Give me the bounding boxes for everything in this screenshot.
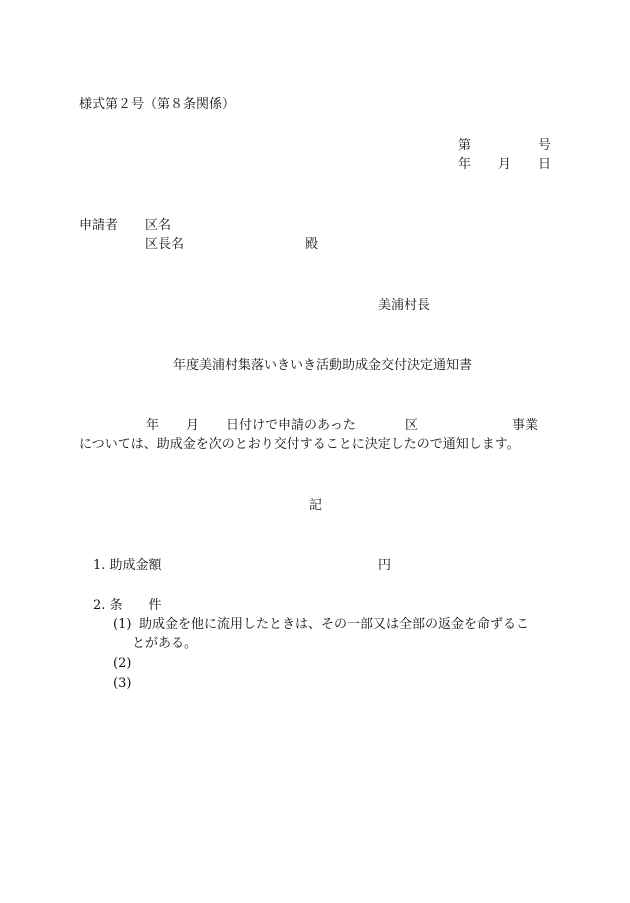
document-title: 年度美浦村集落いきいき活動助成金交付決定通知書 bbox=[173, 358, 473, 373]
sender-title: 美浦村長 bbox=[378, 298, 431, 313]
body-project-label: 事業 bbox=[512, 418, 539, 433]
condition2-number: (2) bbox=[113, 656, 132, 671]
item1-label: 1. 助成金額 bbox=[93, 558, 162, 573]
ki-heading: 記 bbox=[309, 498, 323, 513]
condition1-text-line1: 助成金を他に流用したときは、その一部又は全部の返金を命ずるこ bbox=[139, 617, 530, 632]
condition1-text-line2: とがある。 bbox=[132, 636, 198, 651]
body-year-label: 年 bbox=[146, 418, 160, 433]
date-day-label: 日 bbox=[538, 157, 552, 172]
applicant-label: 申請者 bbox=[79, 218, 119, 233]
condition1-number: (1) bbox=[113, 617, 132, 632]
ward-head-label: 区長名 bbox=[145, 237, 185, 252]
form-number-label: 様式第２号（第８条関係） bbox=[79, 97, 236, 112]
condition3-number: (3) bbox=[113, 676, 132, 691]
honorific-label: 殿 bbox=[305, 237, 319, 252]
doc-number-prefix: 第 bbox=[458, 138, 472, 153]
date-year-label: 年 bbox=[458, 157, 472, 172]
item1-unit: 円 bbox=[378, 558, 392, 573]
body-date-suffix: 日付けで申請のあった bbox=[226, 418, 356, 433]
date-month-label: 月 bbox=[498, 157, 512, 172]
item2-label: 2. 条 件 bbox=[93, 598, 162, 613]
body-ward-label: 区 bbox=[405, 418, 419, 433]
ward-name-label: 区名 bbox=[145, 218, 172, 233]
body-month-label: 月 bbox=[186, 418, 200, 433]
doc-number-suffix: 号 bbox=[538, 138, 552, 153]
body-text-line2: については、助成金を次のとおり交付することに決定したので通知します。 bbox=[79, 437, 520, 452]
